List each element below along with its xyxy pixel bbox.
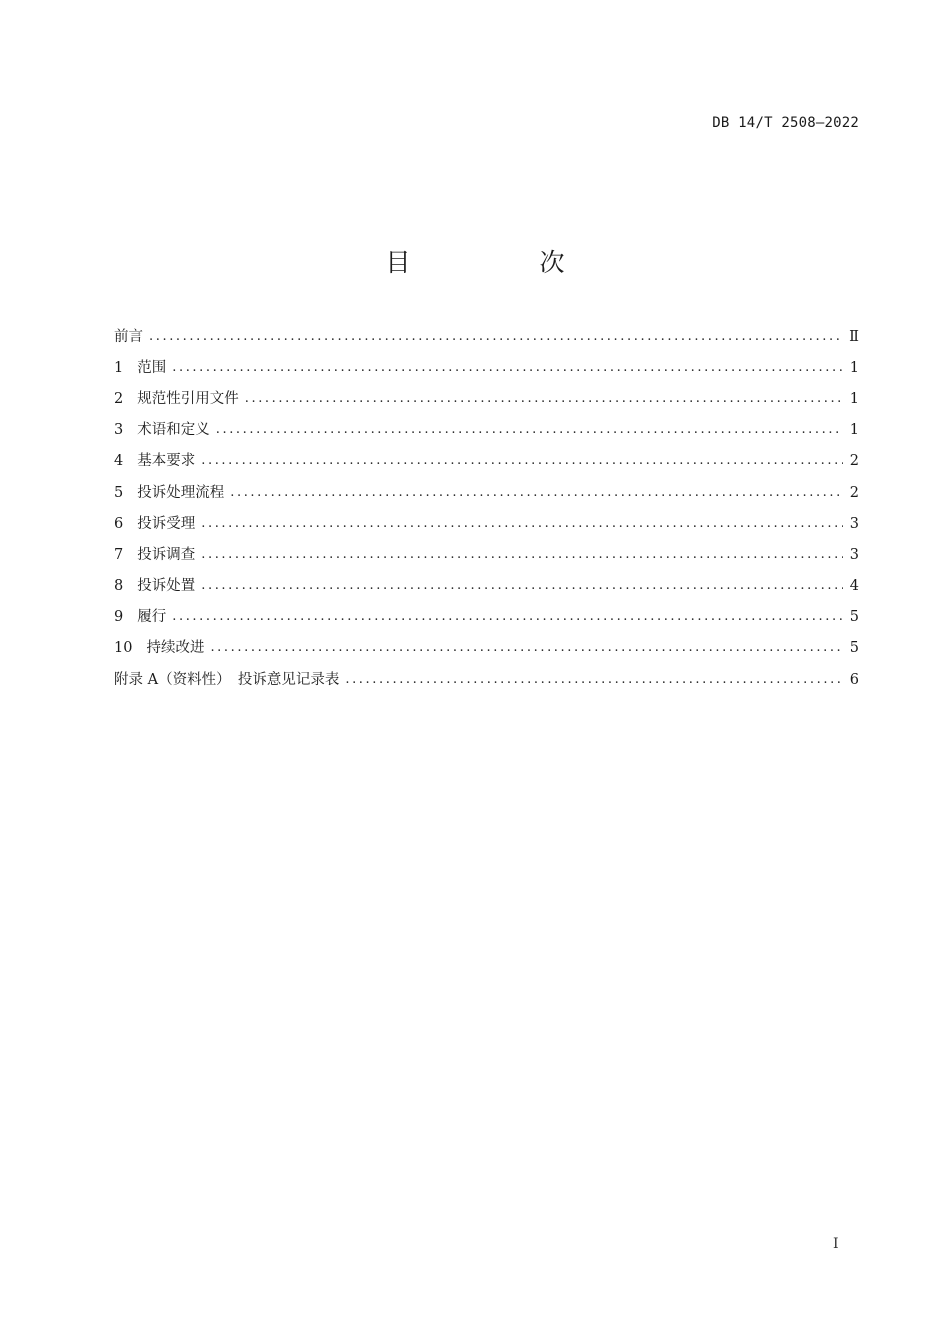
dot-leader (201, 576, 843, 596)
dot-leader (201, 514, 843, 534)
toc-entry-number: 1 (114, 359, 124, 376)
toc-entry-label: 范围 (137, 359, 167, 376)
toc-entry-page: 6 (849, 671, 859, 688)
toc-entry-page: 2 (849, 484, 859, 501)
toc-entry-number: 2 (114, 390, 124, 407)
toc-entry-number: 3 (114, 422, 124, 439)
toc-entry-page: 1 (849, 422, 859, 439)
dot-leader (245, 389, 843, 409)
toc-entry-number: 6 (114, 515, 124, 532)
toc-entry-page: 1 (849, 390, 859, 407)
toc-entry-page: Ⅱ (849, 328, 859, 345)
toc-entry-label: 规范性引用文件 (137, 390, 239, 407)
dot-leader (172, 358, 843, 378)
toc-entry-label: 基本要求 (137, 453, 196, 470)
page-number: I (833, 1236, 839, 1252)
table-of-contents (114, 321, 859, 695)
toc-entry-page: 1 (849, 359, 859, 376)
toc-entry-page: 2 (849, 453, 859, 470)
toc-entry-label: 附录 A（资料性） 投诉意见记录表 (114, 671, 340, 688)
toc-entry-page: 4 (849, 578, 859, 595)
toc-title: 目 次 (385, 248, 617, 277)
toc-entry-foreword[interactable] (114, 321, 859, 352)
toc-entry-label: 履行 (137, 609, 167, 626)
dot-leader (230, 483, 843, 503)
toc-entry-3[interactable] (114, 415, 859, 446)
standard-code: DB 14/T 2508—2022 (712, 115, 859, 131)
toc-entry-8[interactable] (114, 571, 859, 602)
toc-entry-number: 8 (114, 578, 124, 595)
toc-entry-label: 投诉受理 (137, 515, 196, 532)
dot-leader (201, 545, 843, 565)
dot-leader (149, 327, 843, 347)
toc-entry-page: 3 (849, 515, 859, 532)
toc-entry-page: 5 (849, 640, 859, 657)
toc-entry-label: 投诉处理流程 (137, 484, 225, 501)
toc-entry-number: 5 (114, 484, 124, 501)
toc-entry-10[interactable] (114, 633, 859, 664)
toc-entry-label: 投诉调查 (137, 546, 196, 563)
dot-leader (201, 451, 843, 471)
dot-leader (216, 420, 843, 440)
toc-entry-7[interactable] (114, 539, 859, 570)
toc-entry-label: 持续改进 (146, 640, 205, 657)
toc-entry-appendix-a[interactable] (114, 664, 859, 695)
toc-entry-2[interactable] (114, 383, 859, 414)
toc-entry-page: 3 (849, 546, 859, 563)
toc-entry-label: 前言 (114, 328, 143, 345)
dot-leader (172, 607, 843, 627)
toc-entry-6[interactable] (114, 508, 859, 539)
toc-entry-4[interactable] (114, 446, 859, 477)
toc-entry-9[interactable] (114, 602, 859, 633)
dot-leader (345, 670, 843, 690)
toc-entry-number: 4 (114, 453, 124, 470)
toc-entry-1[interactable] (114, 352, 859, 383)
toc-entry-number: 10 (114, 640, 133, 657)
dot-leader (210, 638, 843, 658)
toc-entry-label: 投诉处置 (137, 578, 196, 595)
toc-entry-number: 9 (114, 609, 124, 626)
toc-entry-5[interactable] (114, 477, 859, 508)
toc-entry-number: 7 (114, 546, 124, 563)
toc-entry-page: 5 (849, 609, 859, 626)
toc-entry-label: 术语和定义 (137, 422, 210, 439)
